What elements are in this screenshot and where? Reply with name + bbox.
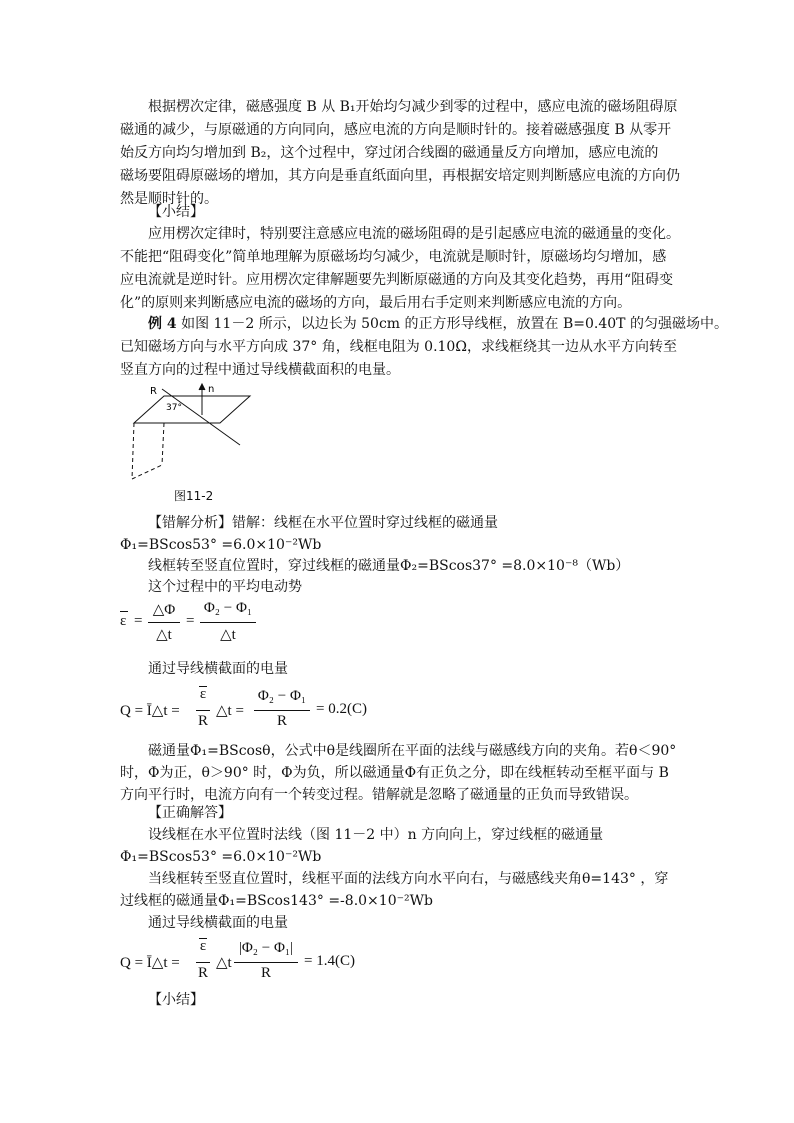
example-label: 例 4 [148, 316, 177, 332]
equals-sign: = [186, 613, 195, 629]
emf-overbar [199, 686, 207, 687]
flux-line: Φ₁=BScos53° =6.0×10⁻²Wb [120, 537, 322, 553]
fraction-numerator: △Φ [152, 602, 176, 618]
fraction-numerator: ε [199, 686, 207, 702]
angle-label: 37° [166, 403, 182, 413]
text-line: 通过导线横截面的电量 [148, 661, 288, 677]
text-line: 始反方向均匀增加到 B₂，这个过程中，穿过闭合线圈的磁通量反方向增加，感应电流的 [120, 145, 659, 161]
fraction-bar [196, 962, 210, 963]
text-line: 如图 11－2 所示，以边长为 50cm 的正方形导线框，放置在 B=0.40T 的匀强磁场中。 [181, 316, 728, 332]
fraction-denominator: △t [220, 627, 236, 643]
text-line: 应电流就是逆时针。应用楞次定律解题要先判断原磁通的方向及其变化趋势，再用“阻碍变 [120, 272, 674, 288]
formula-mid: △t = [216, 703, 244, 719]
emf-overbar [199, 938, 207, 939]
text-line: 磁场要阻碍原磁场的增加，其方向是垂直纸面向里，再根据安培定则判断感应电流的方向仍 [120, 168, 680, 184]
text-line: 通过导线横截面的电量 [148, 915, 288, 931]
text-line: 时，Φ为正，θ＞90° 时，Φ为负，所以磁通量Φ有正负之分，即在线框转动至框平面与 B [120, 765, 669, 781]
fraction-bar [234, 962, 298, 963]
figure-11-2 [120, 375, 280, 487]
flux-line: Φ₁=BScos53° =6.0×10⁻²Wb [120, 849, 322, 865]
fraction-denominator: R [260, 965, 271, 981]
fraction-denominator: △t [156, 627, 172, 643]
text-line: 根据楞次定律，磁感强度 B 从 B₁开始均匀减少到零的过程中，感应电流的磁场阻碍原 [148, 99, 678, 115]
text-line: 当线框转至竖直位置时，线框平面的法线方向水平向右，与磁感线夹角θ=143° ，穿 [148, 871, 669, 887]
text-line: 应用楞次定律时，特别要注意感应电流的磁场阻碍的是引起感应电流的磁通量的变化。 [148, 226, 680, 242]
text-line: 方向平行时，电流方向有一个转变过程。错解就是忽略了磁通量的正负而导致错误。 [120, 787, 638, 803]
wire-frame [134, 396, 250, 423]
summary-heading: 【小结】 [148, 992, 204, 1008]
text-line: 线框转至竖直位置时，穿过线框的磁通量Φ₂=BScos37° =8.0×10⁻⁸（Wb） [148, 558, 630, 574]
fraction-denominator: R [197, 713, 208, 729]
equals-sign: = [134, 613, 143, 629]
charge-formula-wrong [120, 686, 420, 736]
field-line [162, 389, 240, 445]
fraction-numerator: Φ₂ − Φ₁ [257, 688, 307, 704]
emf-symbol: ε [120, 613, 127, 629]
text-line: 然是顺时针的。 [120, 191, 218, 207]
text-line: 过线框的磁通量Φ₁=BScos143° =-8.0×10⁻²Wb [120, 893, 433, 909]
fraction-bar [148, 622, 180, 623]
charge-formula-correct [120, 938, 420, 988]
text-line: 已知磁场方向与水平方向成 37° 角，线框电阻为 0.10Ω，求线框绕其一边从水平方向转至 [120, 339, 677, 355]
formula-start: Q = Ī△t = [120, 703, 180, 719]
fraction-numerator: Φ₂ − Φ₁ [203, 600, 253, 616]
fraction-numerator: |Φ₂ − Φ₁| [238, 940, 294, 956]
fraction-bar [200, 622, 256, 623]
example-first-line [148, 314, 728, 334]
figure-caption: 图11-2 [174, 489, 214, 503]
emf-overbar [120, 611, 128, 612]
text-line: 磁通的减少，与原磁通的方向同向，感应电流的方向是顺时针的。接着磁感强度 B 从零开 [120, 122, 672, 138]
text-line: 不能把“阻碍变化”简单地理解为原磁场均匀减少，电流就是顺时针，原磁场均匀增加，感 [120, 249, 667, 265]
label-n: n [208, 384, 215, 395]
label-r: R [150, 386, 157, 397]
text-line: 竖直方向的过程中通过导线横截面积的电量。 [120, 362, 400, 378]
formula-result: = 0.2(C) [316, 701, 367, 717]
fraction-bar [254, 710, 310, 711]
wrong-analysis-heading: 【错解分析】错解：线框在水平位置时穿过线框的磁通量 [148, 515, 498, 531]
text-line: 设线框在水平位置时法线（图 11－2 中）n 方向向上，穿过线框的磁通量 [148, 827, 604, 843]
formula-mid: △t [216, 955, 232, 971]
text-line: 化”的原则来判断感应电流的磁场的方向，最后用右手定则来判断感应电流的方向。 [120, 295, 632, 311]
formula-start: Q = Ī△t = [120, 955, 180, 971]
fraction-numerator: ε [199, 938, 207, 954]
emf-formula [120, 600, 320, 646]
text-line: 磁通量Φ₁=BScosθ，公式中θ是线圈所在平面的法线与磁感线方向的夹角。若θ＜90° [148, 743, 677, 759]
fraction-denominator: R [197, 965, 208, 981]
summary-heading: 【小结】 [148, 204, 204, 220]
text-line: 这个过程中的平均电动势 [148, 579, 302, 595]
fraction-bar [196, 710, 210, 711]
formula-result: = 1.4(C) [304, 953, 355, 969]
correct-answer-heading: 【正确解答】 [148, 805, 232, 821]
fraction-denominator: R [276, 713, 287, 729]
